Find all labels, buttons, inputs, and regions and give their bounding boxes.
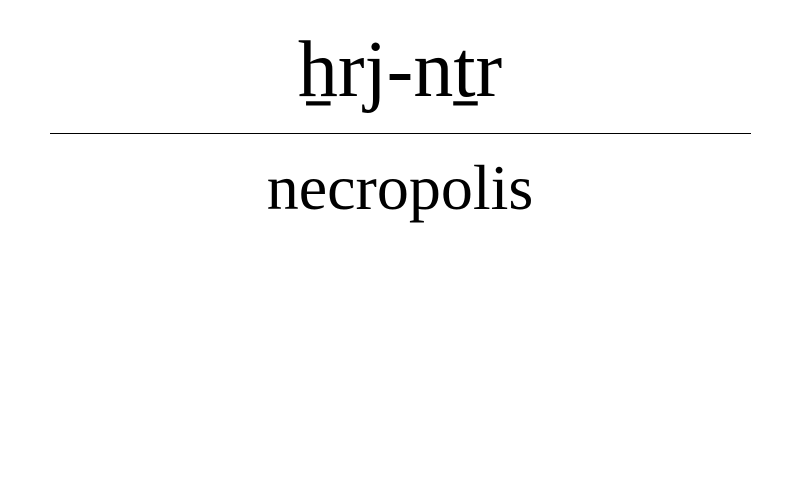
translation-text: necropolis [266, 152, 534, 223]
divider-line [50, 133, 751, 134]
transliteration-heading: ẖrj-nṯr [297, 26, 503, 114]
